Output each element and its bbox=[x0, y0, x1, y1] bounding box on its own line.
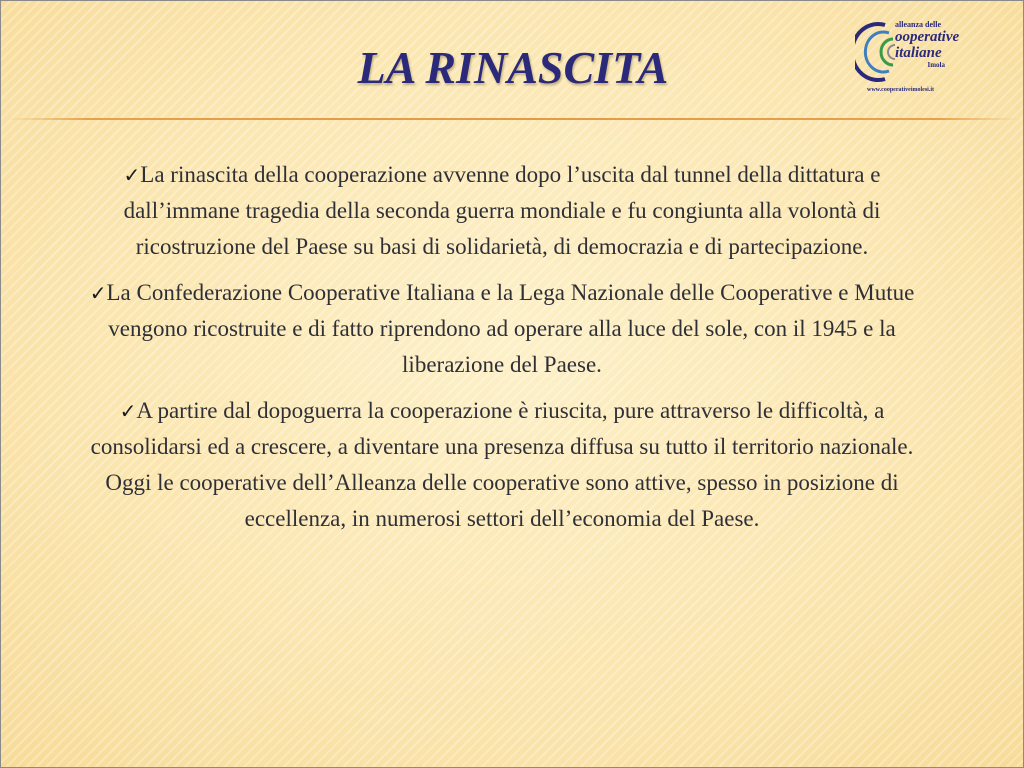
bullet-text: La rinascita della cooperazione avvenne dopo l’uscita dal tunnel della dittatura e dall’immane tragedia della seconda guerra mondiale e fu congiunta alla volontà di ricostruzione del Paese su basi di solidarietà, di democrazia e di partecipazione. bbox=[123, 162, 881, 259]
slide-title: LA RINASCITA bbox=[357, 42, 669, 93]
logo-line-cooperative: ooperative bbox=[895, 29, 960, 45]
cooperative-logo-icon bbox=[855, 21, 899, 83]
bullet-list bbox=[79, 157, 925, 547]
alleanza-cooperative-logo bbox=[855, 19, 965, 99]
bullet-text: La Confederazione Cooperative Italiana e la Lega Nazionale delle Cooperative e Mutue vengono ricostruite e di fatto riprendono ad operare alla luce del sole, con il 1945 e la liberazione del Paese. bbox=[106, 280, 915, 377]
bullet-item bbox=[79, 157, 925, 265]
logo-website: www.cooperativeimolesi.it bbox=[867, 87, 934, 93]
bullet-text: A partire dal dopoguerra la cooperazione è riuscita, pure attraverso le difficoltà, a consolidarsi ed a crescere, a diventare una presenza diffusa su tutto il territorio nazionale. Oggi le cooperative dell’Alleanza delle cooperative sono attive, spesso in posizione di eccellenza, in numerosi settori dell’economia del Paese. bbox=[90, 398, 914, 531]
bullet-item bbox=[79, 275, 925, 383]
bullet-item bbox=[79, 393, 925, 537]
title-divider bbox=[7, 118, 1019, 120]
check-mark-icon: ✓ bbox=[89, 281, 107, 305]
logo-wordmark bbox=[895, 21, 967, 69]
check-mark-icon: ✓ bbox=[119, 399, 137, 423]
logo-line-alleanza: alleanza delle bbox=[895, 20, 941, 29]
logo-line-imola: Imola bbox=[927, 61, 945, 69]
logo-line-italiane: italiane bbox=[895, 45, 942, 61]
check-mark-icon: ✓ bbox=[123, 163, 141, 187]
